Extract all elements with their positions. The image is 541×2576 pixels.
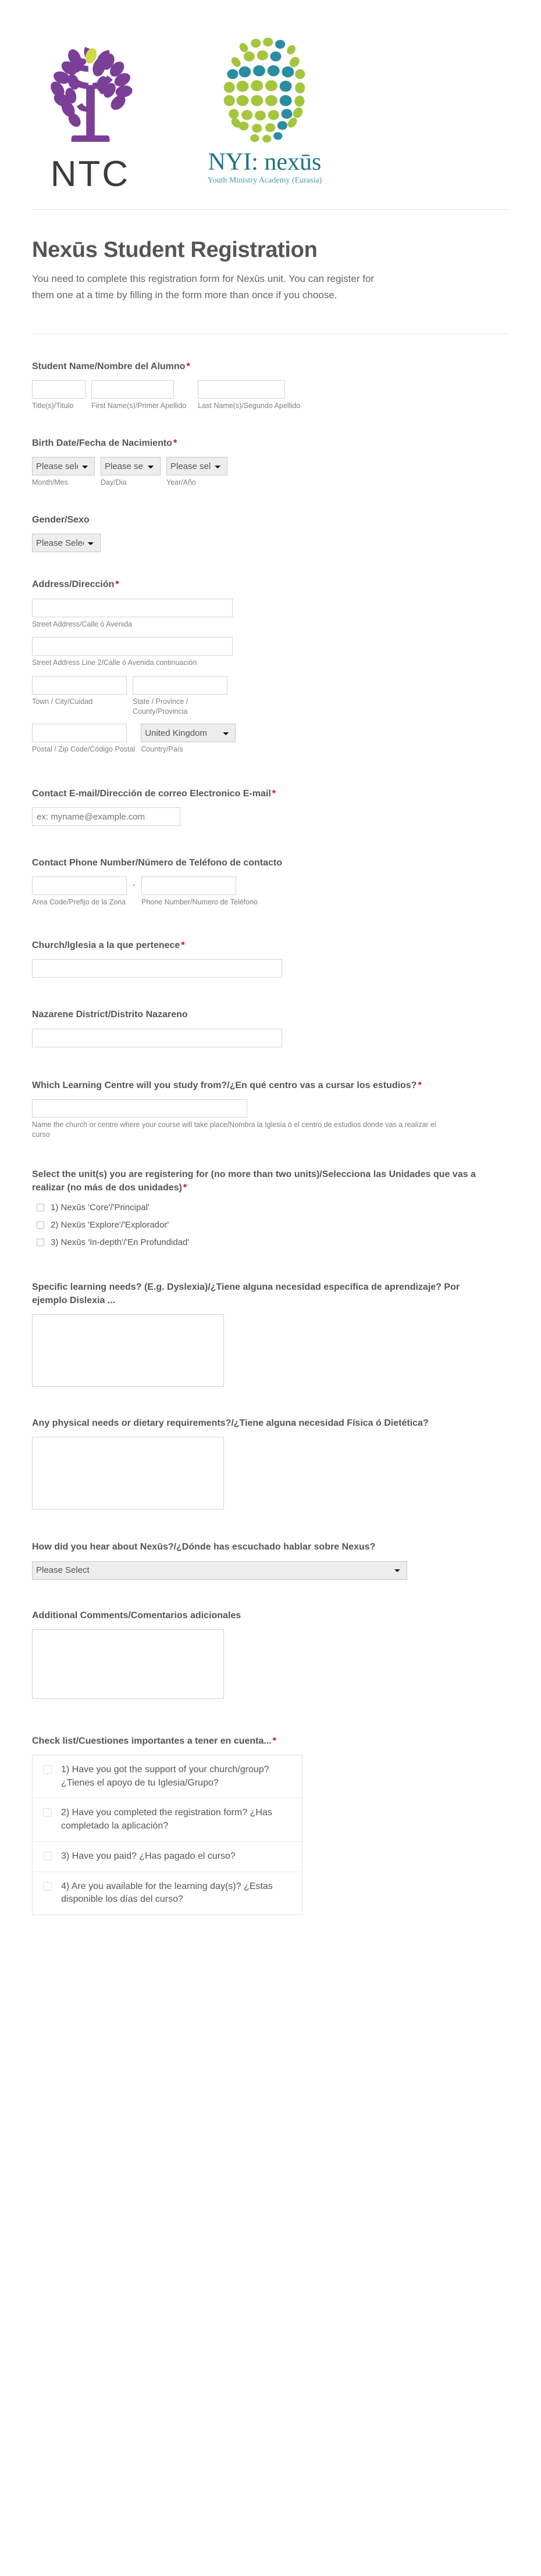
field-check-list <box>32 1702 509 1950</box>
label-text: Contact E-mail/Dirección de correo Electronico E-mail <box>32 788 271 799</box>
label-gender: Gender/Sexo <box>32 515 90 525</box>
required-asterisk: * <box>186 362 190 372</box>
field-learning-needs <box>32 1254 509 1390</box>
city-input[interactable] <box>32 676 127 695</box>
checkbox-icon[interactable] <box>43 1808 52 1817</box>
unit-option-label: 2) Nexūs 'Explore'/'Explorador' <box>51 1219 169 1230</box>
page-title: Nexūs Student Registration <box>32 238 318 262</box>
phone-number-group <box>141 876 258 907</box>
country-group <box>141 724 236 754</box>
field-birth-date <box>32 411 509 488</box>
check-list-item-label: 4) Are you available for the learning day(s)? ¿Estas disponible los días del curso? <box>61 1881 273 1905</box>
street-address-input[interactable] <box>32 599 233 617</box>
field-student-name <box>32 334 509 411</box>
label-text: Check list/Cuestiones importantes a tener en cuenta... <box>32 1736 272 1746</box>
label-learning-needs: Specific learning needs? (E.g. Dyslexia)/¿Tiene alguna necesidad específica de aprendizaje? Por ejemplo Dislexia ... <box>32 1282 460 1306</box>
check-list-item-label: 3) Have you paid? ¿Has pagado el curso? <box>61 1851 236 1861</box>
units-options <box>32 1201 509 1248</box>
physical-needs-textarea[interactable] <box>32 1437 224 1509</box>
field-phone <box>32 826 509 907</box>
gender-select[interactable] <box>32 534 101 552</box>
field-church <box>32 907 509 978</box>
label-how-heard: How did you hear about Nexūs?/¿Dónde has escuchado hablar sobre Nexus? <box>32 1542 376 1552</box>
additional-comments-textarea[interactable] <box>32 1629 224 1699</box>
field-address <box>32 552 509 754</box>
check-list-item-3[interactable] <box>33 1842 302 1872</box>
birth-year-select[interactable] <box>166 457 227 475</box>
field-physical-needs <box>32 1390 509 1512</box>
ntc-logo <box>0 32 169 192</box>
learning-needs-textarea[interactable] <box>32 1314 224 1387</box>
required-asterisk: * <box>173 438 177 449</box>
label-text: Birth Date/Fecha de Nacimiento <box>32 438 172 449</box>
country-hint: Country/País <box>141 745 183 754</box>
city-group <box>32 676 127 707</box>
address-city-state-row <box>32 676 509 717</box>
state-group <box>133 676 227 717</box>
first-name-group <box>91 380 186 411</box>
label-physical-needs: Any physical needs or dietary requirements?/¿Tiene alguna necesidad Física ó Dietética? <box>32 1418 429 1429</box>
label-nazarene-district: Nazarene District/Distrito Nazareno <box>32 1010 188 1020</box>
label-text: Address/Dirección <box>32 579 115 590</box>
postal-group <box>32 724 135 754</box>
first-name-hint: First Name(s)/Primer Apellido <box>91 402 187 410</box>
birth-day-group <box>101 457 161 488</box>
birth-year-hint: Year/Año <box>166 478 196 487</box>
label-text: Select the unit(s) you are registering for (no more than two units)/Selecciona las Unidades que vas a realizar (no más de dos unidades) <box>32 1169 476 1193</box>
last-name-group <box>192 380 300 411</box>
required-asterisk: * <box>181 940 185 951</box>
globe-icon <box>209 35 320 146</box>
street-address-hint: Street Address/Calle ó Avenida <box>32 620 133 628</box>
required-asterisk: * <box>272 1736 276 1746</box>
label-text: Student Name/Nombre del Alumno <box>32 362 186 372</box>
phone-number-hint: Phone Number/Numero de Teléfono <box>141 898 258 907</box>
state-input[interactable] <box>133 676 227 695</box>
student-name-inputs <box>32 380 509 411</box>
nyi-nexus-logo <box>169 32 361 185</box>
label-email <box>32 787 492 800</box>
first-name-input[interactable] <box>91 380 174 399</box>
field-units <box>32 1140 509 1248</box>
required-asterisk: * <box>418 1080 422 1090</box>
how-heard-select[interactable] <box>32 1561 407 1580</box>
student-title-group <box>32 380 86 411</box>
birth-month-hint: Month/Mes <box>32 478 68 487</box>
nazarene-district-input[interactable] <box>32 1029 282 1047</box>
unit-option-in-depth[interactable] <box>37 1236 509 1248</box>
logo-header <box>0 0 541 209</box>
learning-centre-input[interactable] <box>32 1099 247 1118</box>
street-address-2-hint: Street Address Line 2/Calle ó Avenida continuación <box>32 659 197 667</box>
area-code-group <box>32 876 127 907</box>
required-asterisk: * <box>272 788 276 799</box>
field-gender <box>32 488 509 552</box>
country-select[interactable] <box>141 724 236 742</box>
checkbox-icon[interactable] <box>43 1852 52 1861</box>
street-address-2-input[interactable] <box>32 637 233 656</box>
church-input[interactable] <box>32 959 282 978</box>
field-email <box>32 754 509 826</box>
state-hint: State / Province / County/Provincia <box>133 697 188 716</box>
required-asterisk: * <box>183 1182 187 1193</box>
label-phone: Contact Phone Number/Número de Teléfono de contacto <box>32 858 282 868</box>
label-units <box>32 1168 497 1194</box>
check-list-item-4[interactable] <box>33 1872 302 1915</box>
email-input[interactable] <box>32 807 180 826</box>
phone-separator: - <box>133 880 136 890</box>
required-asterisk: * <box>115 579 119 590</box>
label-text: Church/Iglesia a la que pertenece <box>32 940 180 951</box>
tree-icon <box>37 32 144 154</box>
last-name-hint: Last Name(s)/Segundo Apellido <box>198 402 301 410</box>
header-divider <box>32 209 509 210</box>
check-list-box <box>32 1755 302 1915</box>
unit-option-label: 3) Nexūs 'In-depth'/'En Profundidad' <box>51 1237 190 1247</box>
area-code-input[interactable] <box>32 876 127 895</box>
phone-number-input[interactable] <box>141 876 236 895</box>
label-learning-centre <box>32 1079 492 1092</box>
check-list-item-label: 2) Have you completed the registration form? ¿Has completado la aplicación? <box>61 1808 272 1831</box>
label-text: Which Learning Centre will you study from?/¿En qué centro vas a cursar los estudios? <box>32 1080 417 1090</box>
check-list-item-label: 1) Have you got the support of your church/group? ¿Tienes el apoyo de tu Iglesia/Grupo? <box>61 1765 269 1788</box>
unit-option-core[interactable] <box>37 1201 509 1214</box>
nyi-tagline: Youth Ministry Academy (Eurasia) <box>207 176 322 185</box>
nyi-wordmark: NYI: nexūs <box>208 149 322 176</box>
learning-centre-hint: Name the church or centre where your course will take place/Nombra la Iglesia ó el centro de estudios donde vas a realizar el curso <box>32 1120 436 1139</box>
area-code-hint: Area Code/Prefijo de la Zona <box>32 898 126 907</box>
field-nazarene-district <box>32 978 509 1047</box>
checkbox-icon[interactable] <box>43 1765 52 1774</box>
label-student-name <box>32 360 492 373</box>
label-church <box>32 939 492 952</box>
postal-code-hint: Postal / Zip Code/Código Postal <box>32 745 136 754</box>
page-description: You need to complete this registration form for Nexūs unit. You can register for them one at a time by filling in the form more than once if you choose. <box>32 273 375 301</box>
title-input[interactable] <box>32 380 86 399</box>
field-how-heard <box>32 1512 509 1579</box>
label-additional-comments: Additional Comments/Comentarios adicionales <box>32 1610 241 1620</box>
check-list-item-1[interactable] <box>33 1755 302 1798</box>
checkbox-icon[interactable] <box>43 1882 52 1891</box>
city-hint: Town / City/Cuidad <box>32 697 93 706</box>
label-address <box>32 578 492 591</box>
ntc-wordmark: NTC <box>50 154 130 194</box>
birth-month-group <box>32 457 95 488</box>
checkbox-icon[interactable] <box>37 1221 44 1229</box>
birth-day-select[interactable] <box>101 457 161 475</box>
check-list-item-2[interactable] <box>33 1798 302 1841</box>
checkbox-icon[interactable] <box>37 1204 44 1211</box>
last-name-input[interactable] <box>198 380 285 399</box>
birth-month-select[interactable] <box>32 457 95 475</box>
unit-option-label: 1) Nexūs 'Core'/'Principal' <box>51 1202 150 1212</box>
title-hint: Title(s)/Titulo <box>32 402 74 410</box>
label-birth-date <box>32 437 492 450</box>
birth-date-inputs <box>32 457 509 488</box>
address-postal-country-row <box>32 724 509 754</box>
birth-day-hint: Day/Dia <box>101 478 127 487</box>
label-check-list <box>32 1734 492 1748</box>
phone-inputs <box>32 876 509 907</box>
field-learning-centre <box>32 1047 509 1140</box>
postal-code-input[interactable] <box>32 724 127 742</box>
checkbox-icon[interactable] <box>37 1239 44 1246</box>
field-additional-comments <box>32 1580 509 1702</box>
unit-option-explore[interactable] <box>37 1219 509 1231</box>
birth-year-group <box>166 457 227 488</box>
